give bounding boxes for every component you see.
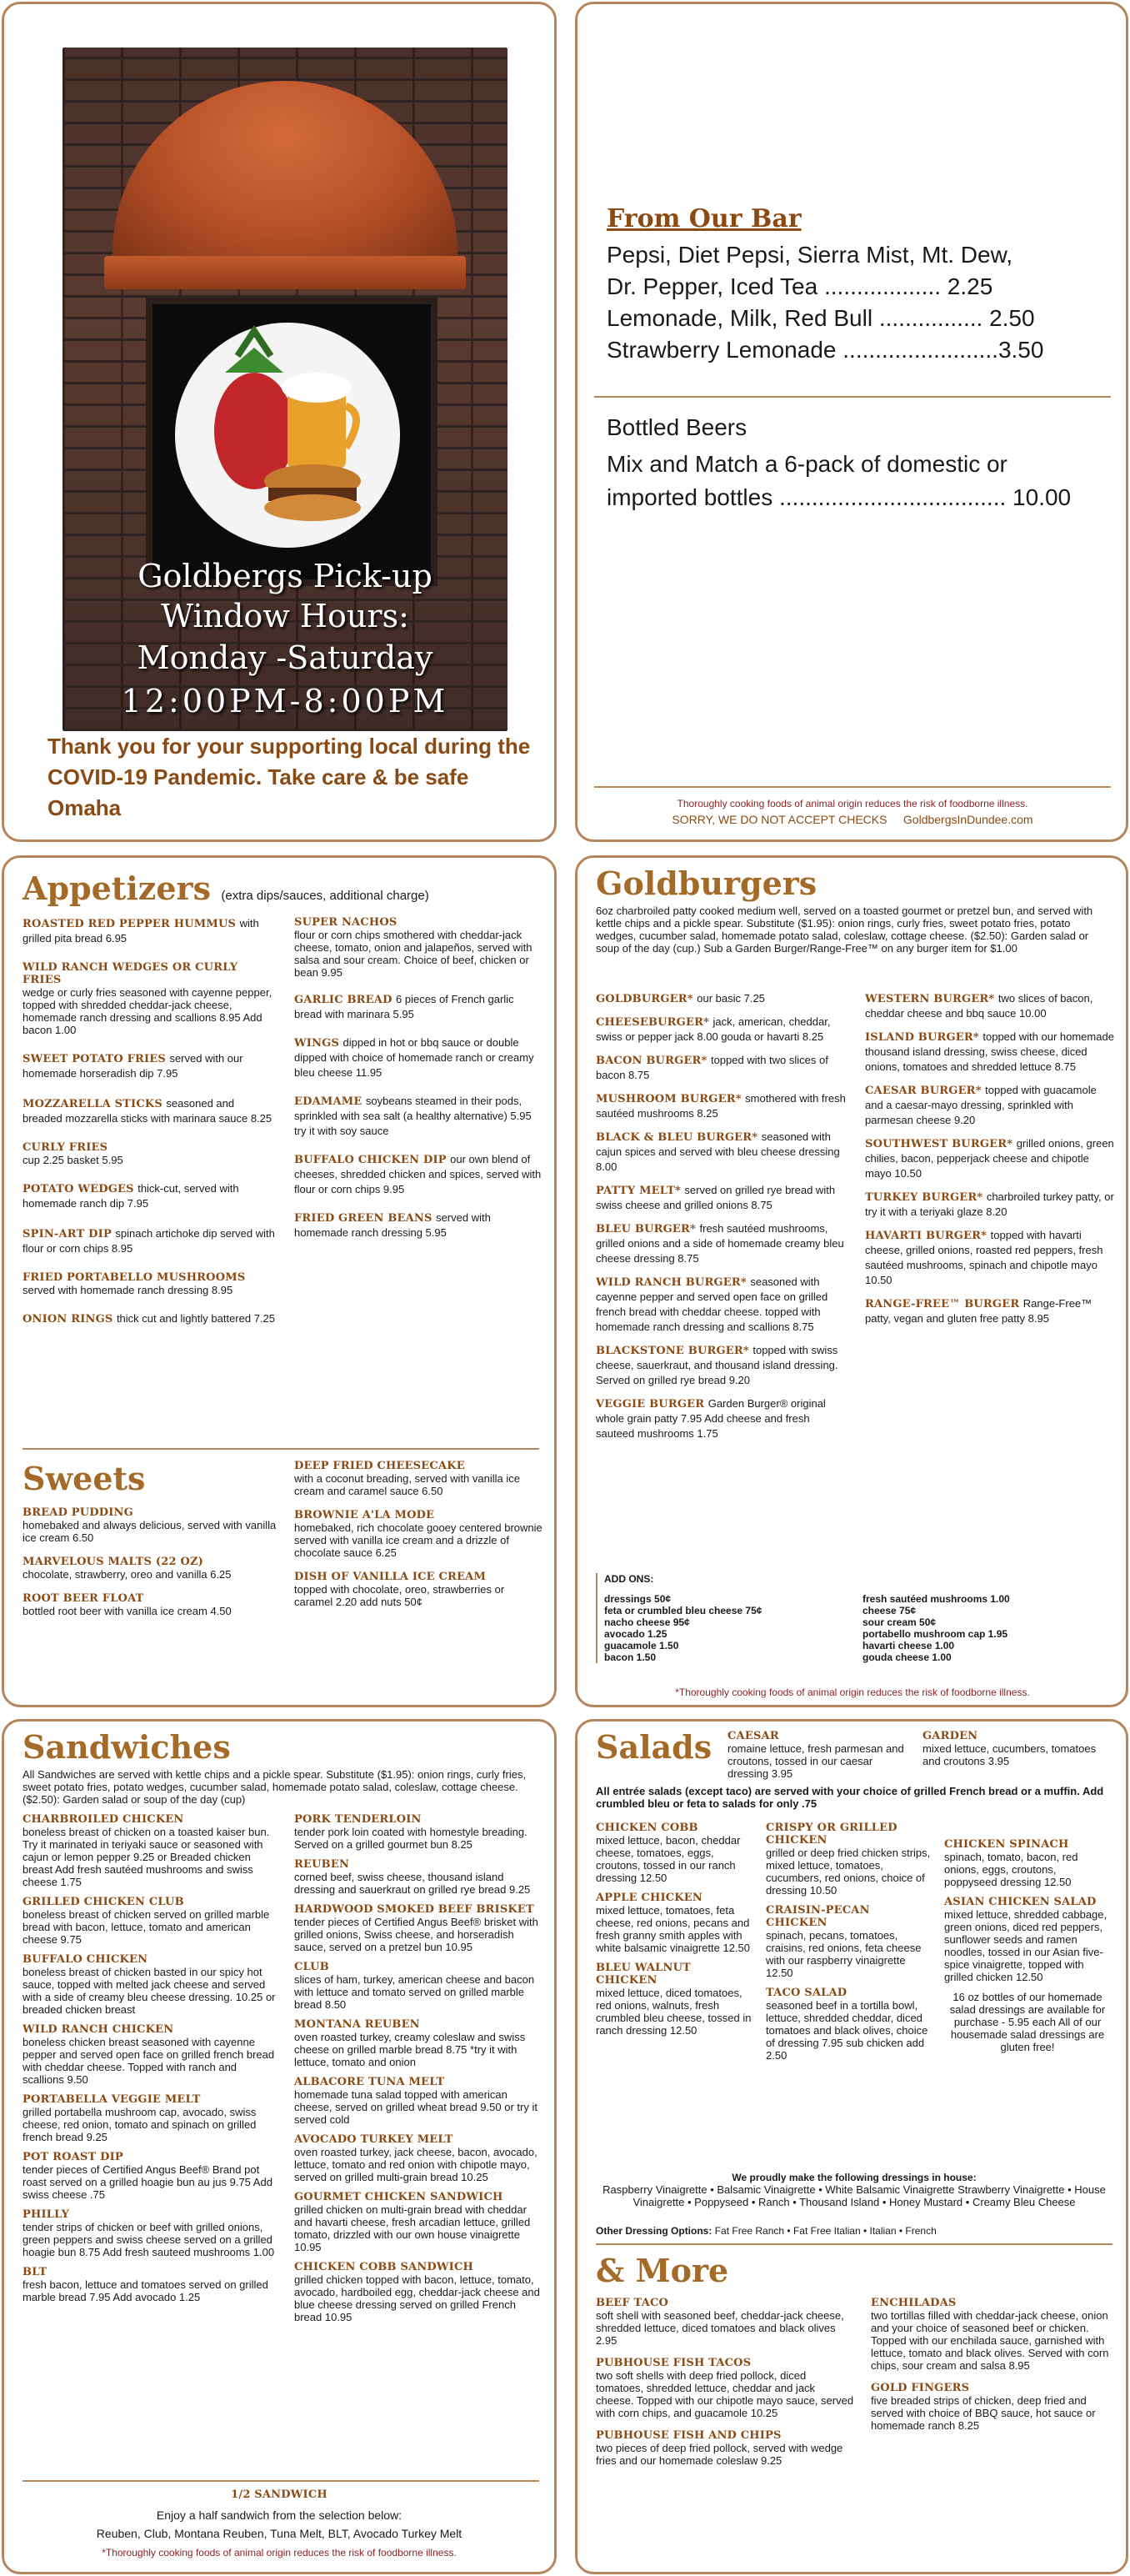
- sandwiches-intro: All Sandwiches are served with kettle chips and a pickle spear. Substitute ($1.95): onion rings, curly fries, sweet potato fries, potato wedges, cucumber salad, homemade potato salad, coleslaw, cottage cheese. ($2.50): Garden salad or soup of the day (cup): [22, 1768, 527, 1806]
- menu-item: GRILLED CHICKEN CLUB boneless breast of chicken served on grilled marble bread with bacon, lettuce, tomato and american cheese 9.75: [22, 1896, 270, 1946]
- menu-item: AVOCADO TURKEY MELT oven roasted turkey, jack cheese, bacon, avocado, lettuce, tomato and red onion with chipotle mayo, served on grilled multi-grain bread 10.25: [294, 2133, 538, 2183]
- bar-line: Dr. Pepper, Iced Tea .................. 2.25: [607, 273, 993, 299]
- menu-item: CAESAR BURGER* topped with guacamole and a caesar-mayo dressing, sprinkled with parmesan cheese 9.20: [865, 1084, 1097, 1126]
- dressing-bottles-note: 16 oz bottles of our homemade salad dressings are available for purchase - 5.95 each All of our housemade salad dressings are gluten free!: [949, 1991, 1106, 2053]
- pickup-line-3: Monday -Saturday: [137, 639, 433, 676]
- more-left: [596, 2297, 854, 2474]
- appetizers-card: [2, 855, 557, 1707]
- divider: [22, 1448, 539, 1450]
- menu-item: BLEU WALNUT CHICKEN mixed lettuce, diced tomatoes, red onions, walnuts, fresh crumbled bleu cheese, tossed in ranch dressing 12.50: [596, 1962, 752, 2037]
- menu-item: CHICKEN SPINACH spinach, tomato, bacon, red onions, eggs, croutons, poppyseed dressing 12.50: [944, 1838, 1078, 1888]
- appetizers-left: [22, 916, 277, 1334]
- menu-item: ROASTED RED PEPPER HUMMUS with grilled pita bread 6.95: [22, 917, 259, 945]
- menu-item: SPIN-ART DIP spinach artichoke dip served with flour or corn chips 8.95: [22, 1227, 275, 1255]
- menu-item: MOZZARELLA STICKS seasoned and breaded mozzarella sticks with marinara sauce 8.25: [22, 1097, 272, 1125]
- menu-item: GOLD FINGERS five breaded strips of chicken, deep fried and served with choice of BBQ sauce, hot sauce or homemade ranch 8.25: [871, 2382, 1096, 2432]
- menu-item: GOURMET CHICKEN SANDWICH grilled chicken on multi-grain bread with cheddar and havarti cheese, fresh arcadian lettuce, grilled tomato, drizzled with our own house vinaigrette 10.95: [294, 2191, 531, 2253]
- pickup-card: [2, 2, 557, 842]
- goldbergs-logo: [175, 323, 400, 548]
- menu-item: SOUTHWEST BURGER* grilled onions, green chilies, bacon, pepperjack cheese and chipotle mayo 10.50: [865, 1137, 1114, 1180]
- menu-item: PHILLY tender strips of chicken or beef with grilled onions, green peppers and swiss cheese served on a grilled hoagie bun 8.75 Add fresh sauteed mushrooms 1.00: [22, 2208, 275, 2258]
- foodborne-note: *Thoroughly cooking foods of animal origin reduces the risk of foodborne illness.: [675, 1686, 1030, 1698]
- menu-item: CRAISIN-PECAN CHICKEN spinach, pecans, tomatoes, craisins, red onions, feta cheese with our raspberry vinaigrette 12.50: [766, 1904, 922, 1979]
- goldburgers-left: [596, 991, 850, 1449]
- sandwiches-card: [2, 1719, 557, 2574]
- appetizers-subtitle: (extra dips/sauces, additional charge): [221, 889, 429, 903]
- foodborne-note: *Thoroughly cooking foods of animal origin reduces the risk of foodborne illness.: [102, 2547, 457, 2558]
- thank-you-message: Thank you for your supporting local during the COVID-19 Pandemic. Take care & be safe Omaha: [48, 734, 531, 820]
- menu-item: TURKEY BURGER* charbroiled turkey patty, or try it with a teriyaki glaze 8.20: [865, 1190, 1114, 1218]
- menu-item: CHICKEN COBB SANDWICH grilled chicken topped with bacon, lettuce, tomato, avocado, hardboiled egg, cheddar-jack cheese and blue cheese dressing served on grilled French bread 10.95: [294, 2261, 540, 2323]
- awning-graphic: [112, 81, 458, 264]
- menu-item: ALBACORE TUNA MELT homemade tuna salad topped with american cheese, served on grilled wheat bread 9.50 or try it served cold: [294, 2076, 538, 2126]
- menu-item: BUFFALO CHICKEN DIP our own blend of cheeses, shredded chicken and spices, served with flour or corn chips 9.95: [294, 1153, 542, 1195]
- menu-item: WINGS dipped in hot or bbq sauce or double dipped with choice of homemade ranch or creamy bleu cheese 11.95: [294, 1036, 534, 1079]
- menu-item: WILD RANCH WEDGES OR CURLY FRIES wedge or curly fries seasoned with cayenne pepper, topped with shredded cheddar-jack cheese, homemade ranch dressing and scallions 8.95 Add bacon 1.00: [22, 961, 272, 1036]
- goldburgers-card: [575, 855, 1128, 1707]
- menu-item: DEEP FRIED CHEESECAKE with a coconut breading, served with vanilla ice cream and caramel sauce 6.50: [294, 1460, 520, 1497]
- entree-salad-note: All entrée salads (except taco) are served with your choice of grilled French bread or a muffin. Add crumbled bleu or feta to salads for only .75: [596, 1785, 1104, 1810]
- menu-item: MARVELOUS MALTS (22 OZ) chocolate, strawberry, oreo and vanilla 6.25: [22, 1556, 232, 1581]
- menu-item: SWEET POTATO FRIES served with our homemade horseradish dip 7.95: [22, 1052, 243, 1080]
- bar-title: From Our Bar: [607, 204, 802, 233]
- menu-item: CHICKEN COBB mixed lettuce, bacon, cheddar cheese, tomatoes, eggs, croutons, tossed in our ranch dressing 12.50: [596, 1822, 741, 1884]
- menu-item: PATTY MELT* served on grilled rye bread with swiss cheese and grilled onions 8.75: [596, 1184, 836, 1211]
- menu-item: POTATO WEDGES thick-cut, served with homemade ranch dip 7.95: [22, 1182, 239, 1210]
- salads-col-1: [596, 1822, 754, 2044]
- menu-item: ISLAND BURGER* topped with our homemade thousand island dressing, swiss cheese, diced onions, tomatoes and shredded lettuce 8.75: [865, 1030, 1114, 1073]
- menu-item: CRISPY OR GRILLED CHICKEN grilled or deep fried chicken strips, mixed lettuce, tomatoes, cucumbers, red onions, choice of dressing 10.50: [766, 1822, 931, 1897]
- pickup-line-1: Goldbergs Pick-up: [138, 558, 432, 594]
- menu-item: APPLE CHICKEN mixed lettuce, tomatoes, feta cheese, red onions, pecans and fresh granny smith apples with white balsamic vinaigrette 12.50: [596, 1892, 750, 1954]
- beer-title: Bottled Beers: [607, 414, 748, 440]
- menu-item: MUSHROOM BURGER* smothered with fresh sautéed mushrooms 8.25: [596, 1092, 846, 1120]
- menu-item: WILD RANCH CHICKEN boneless chicken breast seasoned with cayenne pepper and served open face on grilled french bread with cheddar cheese. Topped with ranch and scallions 9.50: [22, 2023, 275, 2086]
- menu-item: VEGGIE BURGER Garden Burger® original whole grain patty 7.95 Add cheese and fresh sauteed mushrooms 1.75: [596, 1397, 826, 1440]
- half-sandwich-desc: Enjoy a half sandwich from the selection below:: [156, 2508, 402, 2522]
- appetizers-right: [294, 916, 544, 1248]
- bar-drinks: [607, 239, 1043, 366]
- divider: [596, 2243, 1112, 2245]
- menu-item: CHEESEBURGER* jack, american, cheddar, swiss or pepper jack 8.00 gouda or havarti 8.25: [596, 1015, 831, 1043]
- menu-item: EDAMAME soybeans steamed in their pods, sprinkled with sea salt (a healthy alternative) 5.95 try it with soy sauce: [294, 1095, 532, 1137]
- sweets-title: Sweets: [22, 1460, 146, 1497]
- menu-item: HAVARTI BURGER* topped with havarti cheese, grilled onions, roasted red peppers, fresh sautéed mushrooms, spinach and chipotle mayo 10.50: [865, 1229, 1103, 1286]
- goldburgers-title: Goldburgers: [596, 865, 818, 902]
- addons-left: dressings 50¢ feta or crumbled bleu cheese 75¢ nacho cheese 95¢ avocado 1.25 guacamole 1.50 bacon 1.50: [604, 1593, 762, 1663]
- more-right: [871, 2297, 1117, 2439]
- divider: [22, 2480, 539, 2482]
- bar-card: [575, 2, 1128, 842]
- appetizers-title: Appetizers: [22, 870, 211, 907]
- menu-item: WESTERN BURGER* two slices of bacon, cheddar cheese and bbq sauce 10.00: [865, 992, 1093, 1020]
- menu-item: REUBEN corned beef, swiss cheese, thousand island dressing and sauerkraut on grilled rye bread 9.25: [294, 1858, 531, 1896]
- menu-item: ROOT BEER FLOAT bottled root beer with vanilla ice cream 4.50: [22, 1592, 232, 1617]
- menu-item: CLUB slices of ham, turkey, american cheese and bacon with lettuce and tomato served on grilled marble bread 8.50: [294, 1961, 535, 2011]
- sandwiches-left: [22, 1813, 277, 2311]
- menu-item: BLACKSTONE BURGER* topped with swiss cheese, sauerkraut, and thousand island dressing. Served on grilled rye bread 9.20: [596, 1344, 838, 1386]
- beer-lines: [607, 448, 1071, 514]
- menu-item: ONION RINGS thick cut and lightly battered 7.25: [22, 1312, 275, 1326]
- menu-item: MONTANA REUBEN oven roasted turkey, creamy coleslaw and swiss cheese on grilled marble bread 8.75 *try it with lettuce, tomato and onion: [294, 2018, 526, 2068]
- menu-item: CURLY FRIES cup 2.25 basket 5.95: [22, 1141, 123, 1166]
- menu-item: BACON BURGER* topped with two slices of bacon 8.75: [596, 1054, 828, 1081]
- menu-item: RANGE-FREE™ BURGER Range-Free™ patty, vegan and gluten free patty 8.95: [865, 1297, 1092, 1325]
- salads-card: [575, 1719, 1128, 2574]
- sweets-left: [22, 1506, 277, 1625]
- menu-item: BUFFALO CHICKEN boneless breast of chicken basted in our spicy hot sauce, topped with melted jack cheese and served with a side of creamy bleu cheese dressing. 10.25 or breaded chicken breast: [22, 1953, 276, 2016]
- goldburgers-intro: 6oz charbroiled patty cooked medium well, served on a toasted gourmet or pretzel bun, and served with kettle chips and a pickle spear. Substitute ($1.95): onion rings, curly fries, sweet potato fries, potato wedges, cucumber salad, homemade potato salad, coleslaw, cottage cheese. ($2.50): Garden salad or soup of the day (cup.) Sub a Garden Burger/Range-Free™ on any burger item for $1.00: [596, 905, 1093, 955]
- menu-item: PORK TENDERLOIN tender pork loin coated with homestyle breading. Served on a grilled gourmet bun 8.25: [294, 1813, 528, 1851]
- addons-title: ADD ONS:: [604, 1573, 654, 1585]
- menu-item: CHARBROILED CHICKEN boneless breast of chicken on a toasted kaiser bun. Try it marinated in teriyaki sauce or seasoned with cajun or lemon pepper 9.25 or Breaded chicken breast Add fresh sautéed mushrooms and swiss cheese 1.75: [22, 1813, 270, 1888]
- other-dressings: Other Dressing Options: Fat Free Ranch • Fat Free Italian • Italian • French: [596, 2225, 937, 2237]
- menu-item: WILD RANCH BURGER* seasoned with cayenne pepper and served open face on grilled french bread with cheddar cheese. topped with homemade ranch dressing and scallions 8.75: [596, 1275, 828, 1333]
- more-title: & More: [596, 2252, 729, 2289]
- menu-item: SUPER NACHOS flour or corn chips smothered with cheddar-jack cheese, tomato, onion and jalapeños, served with salsa and sour cream. Choice of beef, chicken or bean 9.95: [294, 916, 532, 979]
- sweets-right: [294, 1460, 544, 1616]
- menu-item: BLEU BURGER* fresh sautéed mushrooms, grilled onions and a side of homemade creamy bleu cheese dressing 8.75: [596, 1222, 844, 1265]
- bar-line: Lemonade, Milk, Red Bull ................ 2.50: [607, 305, 1035, 331]
- storefront-photo: [62, 48, 508, 731]
- pickup-line-2: Window Hours:: [161, 598, 409, 634]
- beer-line: Mix and Match a 6-pack of domestic or: [607, 451, 1008, 477]
- goldburgers-right: [865, 991, 1115, 1334]
- menu-item: PORTABELLA VEGGIE MELT grilled portabella mushroom cap, avocado, swiss cheese, red onion, tomato and spinach on grilled french bread 9.25: [22, 2093, 257, 2143]
- dressings-title: We proudly make the following dressings in house:: [732, 2172, 977, 2183]
- website-link[interactable]: GoldbergsInDundee.com: [902, 813, 1033, 826]
- salads-col-3: [944, 1822, 1111, 2053]
- dressings-list: Raspberry Vinaigrette • Balsamic Vinaigrette • White Balsamic Vinaigrette Strawberry Vinaigrette • House Vinaigrette • Poppyseed • Ranch • Thousand Island • Honey Mustard • Creamy Bleu Cheese: [602, 2183, 1106, 2208]
- beer-line: imported bottles ................................... 10.00: [607, 484, 1072, 510]
- divider: [594, 396, 1111, 398]
- menu-item: HARDWOOD SMOKED BEEF BRISKET tender pieces of Certified Angus Beef® brisket with grilled onions, Swiss cheese, and horseradish sauce, served on a pretzel bun 10.95: [294, 1903, 538, 1953]
- salad-garden: GARDEN mixed lettuce, cucumbers, tomatoes and croutons 3.95: [922, 1730, 1097, 1767]
- menu-item: BEEF TACO soft shell with seasoned beef, cheddar-jack cheese, shredded lettuce, diced tomatoes and black olives 2.95: [596, 2297, 844, 2347]
- salads-title: Salads: [596, 1728, 712, 1766]
- foodborne-note: Thoroughly cooking foods of animal origin reduces the risk of foodborne illness.: [677, 798, 1028, 809]
- addons-box: [596, 1573, 1121, 1663]
- menu-item: ENCHILADAS two tortillas filled with cheddar-jack cheese, onion and your choice of seasoned beef or chicken. Topped with our enchilada sauce, garnished with lettuce, tomato and black olives. Served with corn chips, sour cream and salsa 8.95: [871, 2297, 1109, 2372]
- menu-item: PUBHOUSE FISH AND CHIPS two pieces of deep fried pollock, served with wedge fries and our homemade coleslaw 9.25: [596, 2429, 843, 2467]
- salad-caesar: CAESAR romaine lettuce, fresh parmesan and croutons, tossed in our caesar dressing 3.95: [728, 1730, 904, 1780]
- sandwiches-right: [294, 1813, 544, 2331]
- addons-right: fresh sautéed mushrooms 1.00 cheese 75¢ sour cream 50¢ portabello mushroom cap 1.95 havarti cheese 1.00 gouda cheese 1.00: [862, 1593, 1010, 1663]
- sandwiches-title: Sandwiches: [22, 1728, 231, 1766]
- half-sandwich-title: 1/2 SANDWICH: [231, 2488, 328, 2501]
- menu-item: BREAD PUDDING homebaked and always delicious, served with vanilla ice cream 6.50: [22, 1506, 277, 1544]
- menu-item: POT ROAST DIP tender pieces of Certified Angus Beef® Brand pot roast served on a grilled hoagie bun au jus 9.75 Add swiss cheese .75: [22, 2151, 272, 2201]
- menu-item: FRIED GREEN BEANS served with homemade ranch dressing 5.95: [294, 1211, 491, 1239]
- bar-line: Strawberry Lemonade ........................3.50: [607, 337, 1044, 363]
- menu-item: GARLIC BREAD 6 pieces of French garlic bread with marinara 5.95: [294, 993, 514, 1020]
- menu-item: BROWNIE A'LA MODE homebaked, rich chocolate gooey centered brownie served with vanilla ice cream and a drizzle of chocolate sauce 6.25: [294, 1509, 542, 1559]
- appetizers-header: [22, 870, 429, 907]
- menu-item: BLT fresh bacon, lettuce and tomatoes served on grilled marble bread 7.95 Add avocado 1.25: [22, 2266, 268, 2303]
- dressings-block: [596, 2172, 1112, 2208]
- menu-item: GOLDBURGER* our basic 7.25: [596, 992, 765, 1005]
- bar-line: Pepsi, Diet Pepsi, Sierra Mist, Mt. Dew,: [607, 242, 1013, 268]
- no-checks-notice: SORRY, WE DO NOT ACCEPT CHECKS: [672, 813, 888, 826]
- menu-item: DISH OF VANILLA ICE CREAM topped with chocolate, oreo, strawberries or caramel 2.20 add nuts 50¢: [294, 1571, 505, 1608]
- menu-item: TACO SALAD seasoned beef in a tortilla bowl, lettuce, shredded cheddar, diced tomatoes and black olives, choice of dressing 7.95 sub chicken add 2.50: [766, 1987, 928, 2062]
- menu-item: ASIAN CHICKEN SALAD mixed lettuce, shredded cabbage, green onions, diced red peppers, sunflower seeds and ramen noodles, tossed in our Asian five-spice vinaigrette, topped with grilled chicken 12.50: [944, 1896, 1108, 1983]
- pickup-line-4: 12:00PM-8:00PM: [121, 683, 449, 719]
- menu-item: BLACK & BLEU BURGER* seasoned with cajun spices and served with bleu cheese dressing 8.00: [596, 1130, 840, 1173]
- menu-item: PUBHOUSE FISH TACOS two soft shells with deep fried pollock, diced tomatoes, shredded lettuce, cheddar and jack cheese. Topped with our chipotle mayo sauce, served with corn chips, and guacamole 10.25: [596, 2357, 854, 2419]
- half-sandwich-list: Reuben, Club, Montana Reuben, Tuna Melt, BLT, Avocado Turkey Melt: [96, 2527, 462, 2540]
- menu-item: FRIED PORTABELLO MUSHROOMS served with homemade ranch dressing 8.95: [22, 1271, 246, 1296]
- salads-col-2: [766, 1822, 932, 2069]
